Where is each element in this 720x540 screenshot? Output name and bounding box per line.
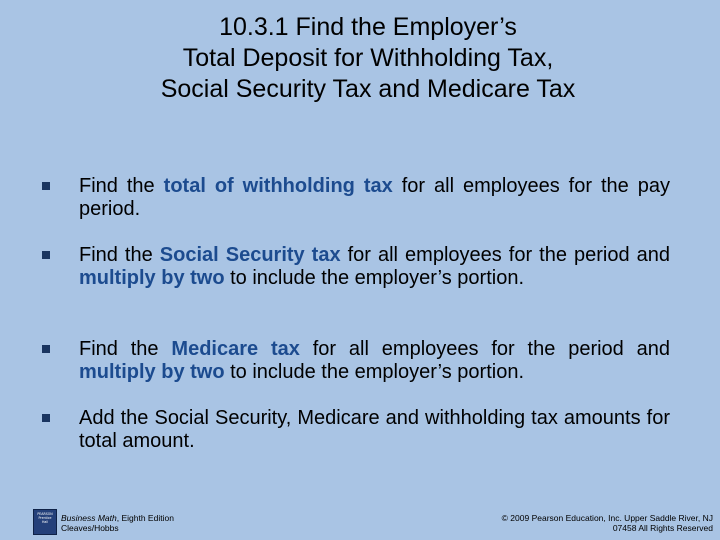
square-bullet-icon: [42, 182, 50, 190]
bullet-2-part-5: to include the employer’s portion.: [224, 267, 524, 289]
logo-line-3: Hall: [41, 520, 49, 524]
bullet-2-highlight-1: Social Security tax: [159, 244, 341, 266]
bullet-3-highlight-2: multiply by two: [79, 361, 225, 383]
bullet-1-part-1: Find the: [79, 175, 164, 197]
bullet-item-3: [42, 338, 670, 384]
bullet-item-1: [42, 175, 670, 221]
bullet-2-part-1: Find the: [79, 244, 160, 266]
logo-line-2: Prentice: [38, 516, 52, 520]
bullet-text-4: [79, 407, 670, 453]
bullet-4-part-1: Add the Social Security, Medicare and withholding tax amounts for total amount.: [79, 407, 670, 452]
bullet-3-part-3: for all employees for the period and: [299, 338, 671, 360]
footer-copyright: [502, 513, 713, 533]
book-edition: , Eighth Edition: [116, 513, 174, 523]
bullet-text-1: [79, 175, 670, 221]
bullet-3-part-5: to include the employer’s portion.: [224, 361, 524, 383]
bullet-2-highlight-2: multiply by two: [79, 267, 225, 289]
pearson-logo-icon: [33, 509, 57, 535]
slide-title: [0, 12, 720, 105]
title-line-3: Social Security Tax and Medicare Tax: [160, 75, 576, 103]
title-line-2: Total Deposit for Withholding Tax,: [182, 44, 554, 72]
bullet-1-highlight-1: total of withholding tax: [163, 175, 393, 197]
book-citation: [61, 513, 174, 533]
square-bullet-icon: [42, 345, 50, 353]
square-bullet-icon: [42, 251, 50, 259]
rights-line: 07458 All Rights Reserved: [612, 523, 713, 533]
bullet-3-highlight-1: Medicare tax: [171, 338, 300, 360]
book-title: Business Math: [61, 513, 117, 523]
bullet-text-3: [79, 338, 670, 384]
bullet-text-2: [79, 244, 670, 290]
logo-line-1: PEARSON: [37, 512, 53, 516]
title-line-1: 10.3.1 Find the Employer’s: [219, 13, 517, 41]
bullet-2-part-3: for all employees for the period and: [340, 244, 670, 266]
bullet-item-4: [42, 407, 670, 453]
book-authors: Cleaves/Hobbs: [61, 523, 119, 533]
copyright-line: © 2009 Pearson Education, Inc. Upper Saddle River, NJ: [501, 513, 713, 523]
bullet-3-part-1: Find the: [79, 338, 172, 360]
bullet-item-2: [42, 244, 670, 290]
bullet-1-part-3: for all employees for the pay period.: [79, 175, 671, 220]
square-bullet-icon: [42, 414, 50, 422]
